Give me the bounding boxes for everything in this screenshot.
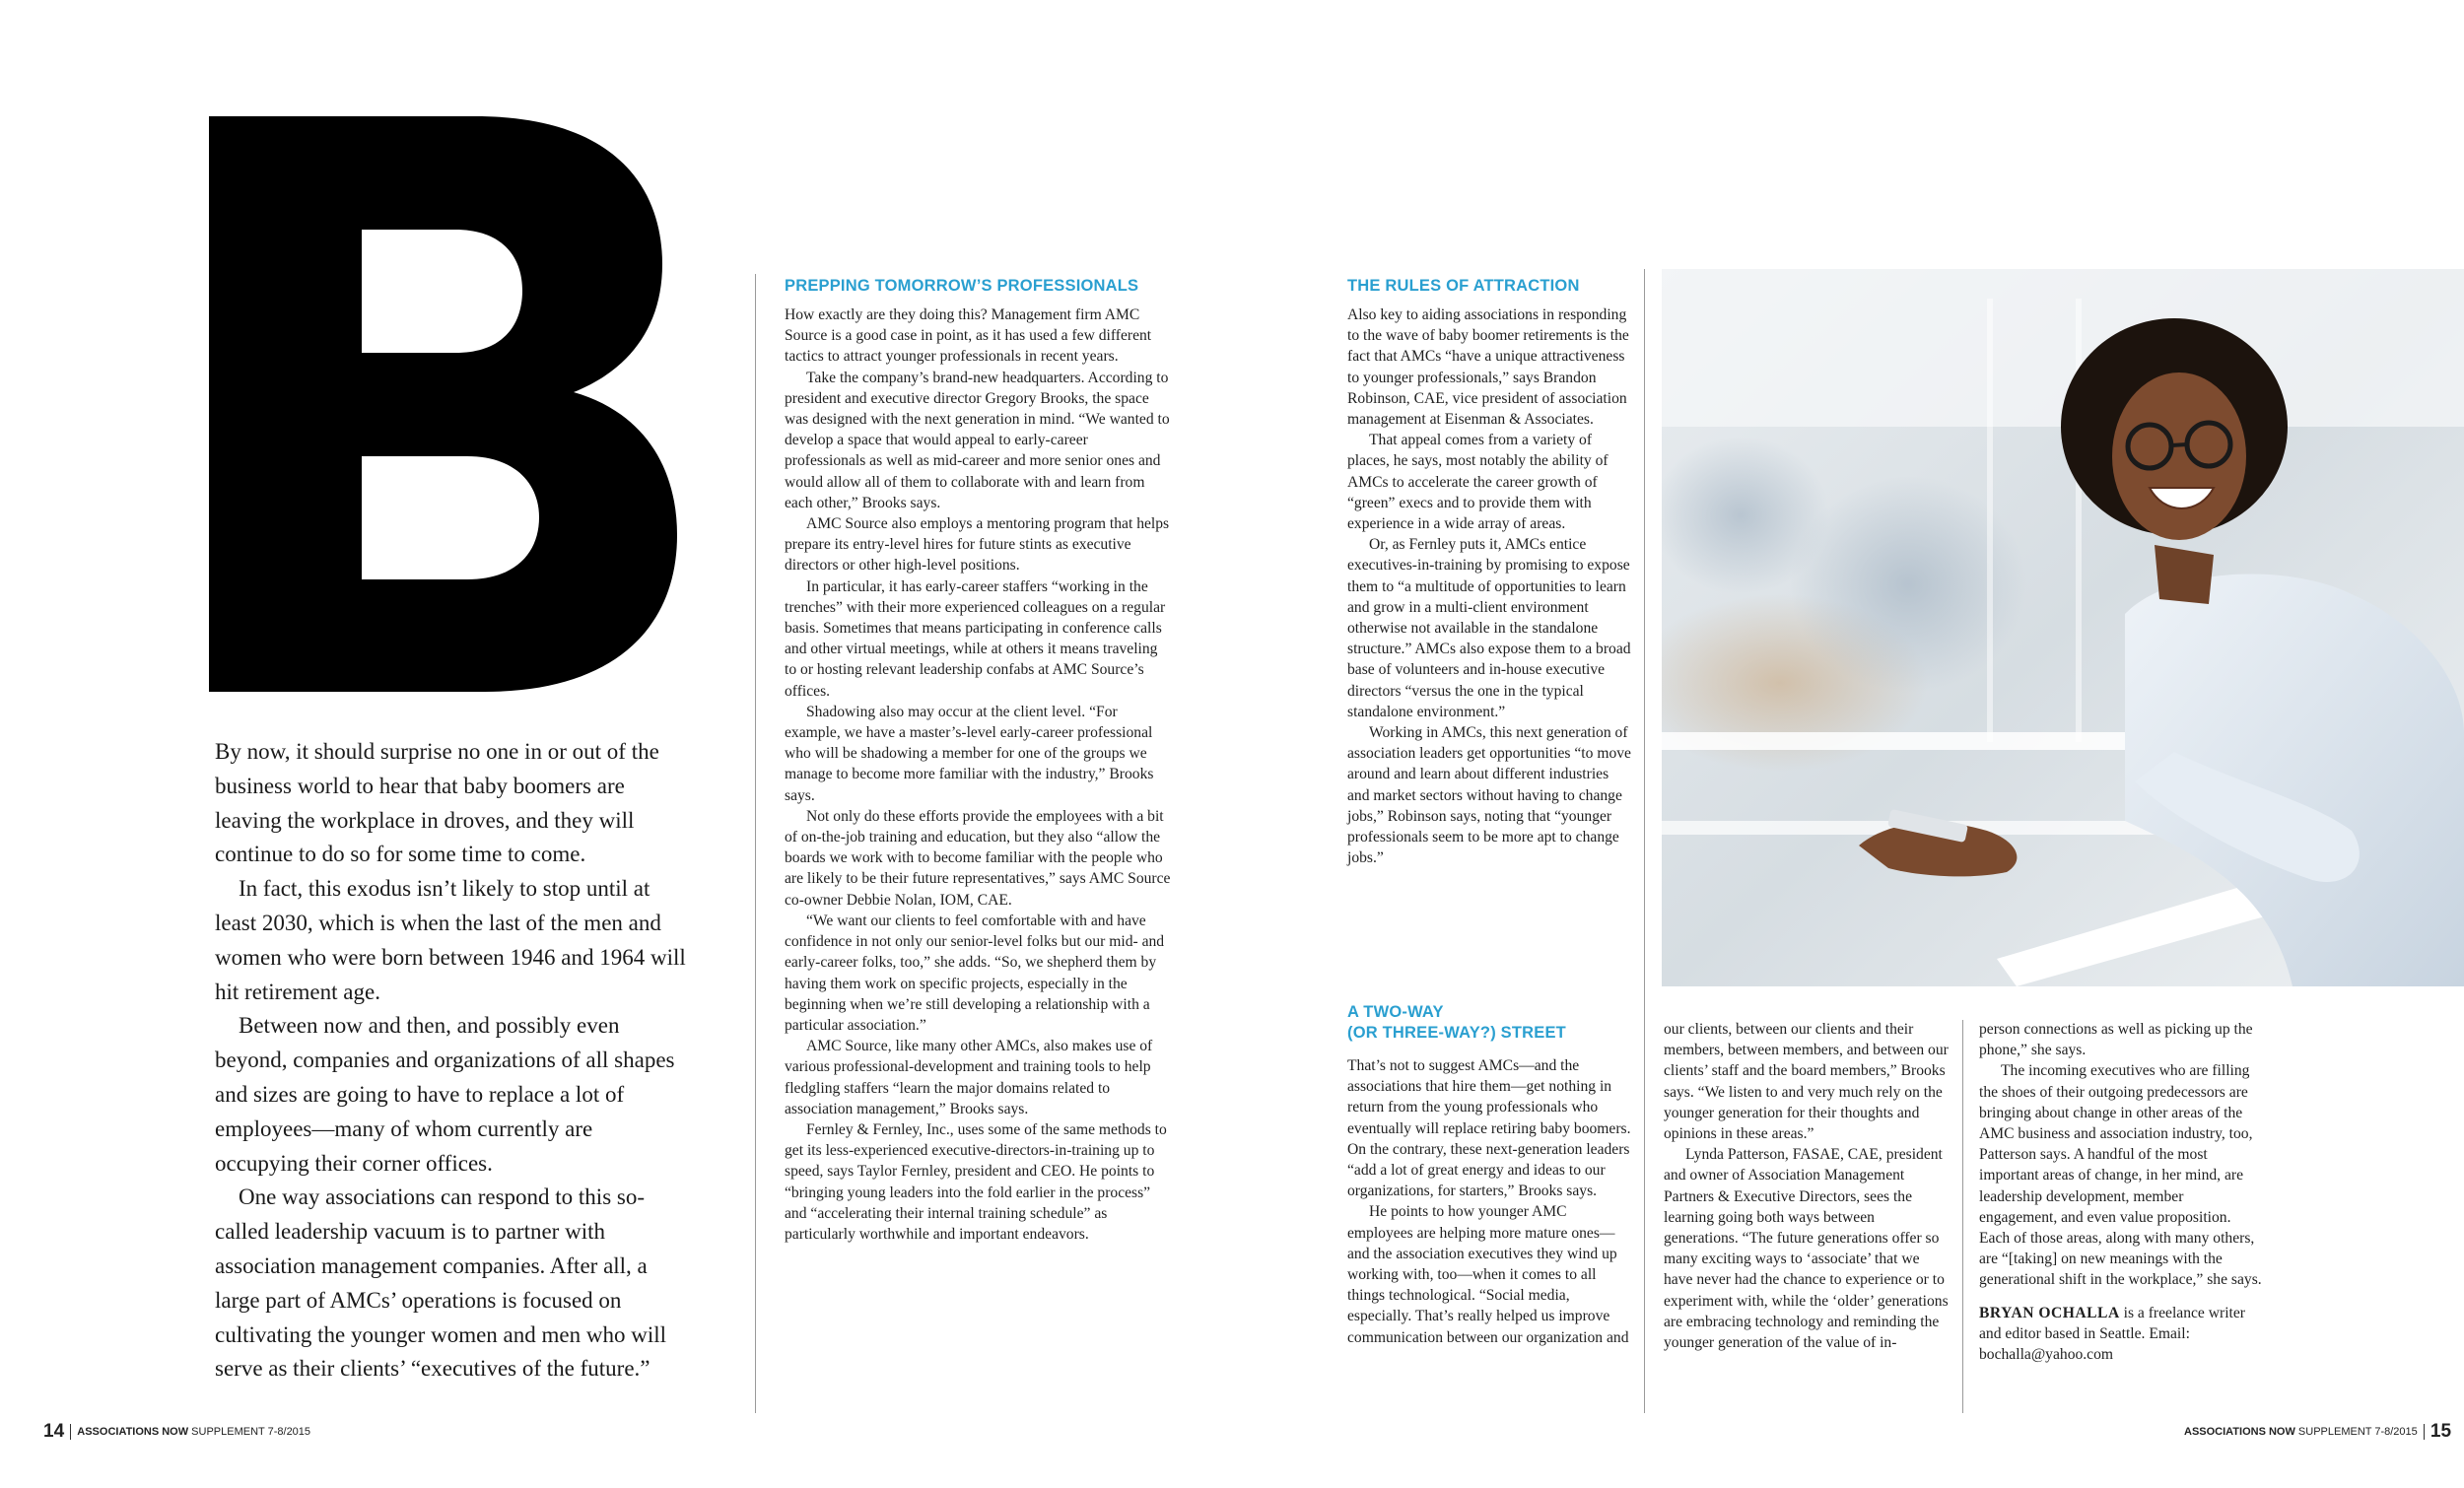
body-paragraph: Also key to aiding associations in responding to the wave of baby boomer retirements is the fact that AMCs “have a unique attractiveness to younger professionals,” says Brandon Robinson, CAE, vice president of association management at Eisenman & Associates. — [1347, 306, 1629, 429]
footer-divider — [70, 1424, 71, 1440]
body-paragraph: Shadowing also may occur at the client level. “For example, we have a master’s-level early-career professional who will be shadowing a member for one of the groups we manage to become more familiar with the industry,” Brooks says. — [785, 703, 1154, 804]
column-rule — [755, 274, 756, 1413]
body-paragraph: person connections as well as picking up the phone,” she says. — [1979, 1021, 2253, 1059]
footer-right — [2184, 1421, 2451, 1443]
body-paragraph: “We want our clients to feel comfortable with and have confidence in not only our senior-level folks but our mid- and early-career folks, too,” she adds. “So, we shepherd them by having them work on specific projects, especially in the beginning when we’re still developing a relationship with a particular association.” — [785, 912, 1165, 1034]
column-attraction — [1347, 276, 1633, 868]
author-name: BRYAN OCHALLA — [1979, 1304, 2120, 1321]
section-heading: THE RULES OF ATTRACTION — [1347, 277, 1580, 295]
body-paragraph: Not only do these efforts provide the employees with a bit of on-the-job training and education, but they also “allow the boards we work with to become familiar with the people who are likely to be their future representatives,” says AMC Source co-owner Debbie Nolan, IOM, CAE. — [785, 807, 1171, 909]
column-prepping — [785, 276, 1171, 1245]
body-paragraph: How exactly are they doing this? Management firm AMC Source is a good case in point, as it has used a few different tactics to attract younger professionals in recent years. — [785, 306, 1152, 366]
body-paragraph: Lynda Patterson, FASAE, CAE, president and owner of Association Management Partners & Executive Directors, sees the learning going both ways between generations. “The future generations offer so many exciting ways to ‘associate’ that we have never had the chance to experience or to experiment with, while the ‘older’ generations are embracing technology and reminding the younger generation of the value of in- — [1664, 1146, 1949, 1352]
page-number: 14 — [43, 1421, 65, 1442]
issue-label: SUPPLEMENT 7-8/2015 — [2294, 1425, 2418, 1438]
body-paragraph: He points to how younger AMC employees are helping more mature ones—and the association executives they wind up working with, too—when it comes to all things technological. “Social media, especially. That’s really helped us improve communication between our organization and — [1347, 1203, 1629, 1346]
column-continued — [1664, 1019, 1950, 1353]
column-final — [1979, 1019, 2265, 1365]
page-number: 15 — [2430, 1421, 2452, 1442]
body-paragraph: AMC Source, like many other AMCs, also makes use of various professional-development and training tools to help fledgling staffers “learn the major domains related to association management,” Brooks says. — [785, 1038, 1153, 1117]
section-heading-line: A TWO-WAY — [1347, 1003, 1444, 1021]
column-two-way — [1347, 1002, 1633, 1348]
section-body — [1347, 304, 1633, 868]
footer-divider — [2424, 1424, 2425, 1440]
body-paragraph: Or, as Fernley puts it, AMCs entice executives-in-training by promising to expose them to “a multitude of opportunities to learn and grow in a multi-client environment otherwise not available in the standalone structure.” AMCs also expose them to a broad base of volunteers and in-house executive directors “versus the one in the typical standalone environment.” — [1347, 536, 1631, 720]
section-heading: PREPPING TOMORROW’S PROFESSIONALS — [785, 277, 1139, 295]
column-rule — [1962, 1020, 1963, 1413]
dropcap-letter — [209, 116, 692, 692]
body-paragraph: our clients, between our clients and their members, between members, and between our clients’ staff and the board members,” Brooks says. “We listen to and very much rely on the younger generation for their thoughts and opinions in these areas.” — [1664, 1021, 1949, 1143]
body-paragraph: AMC Source also employs a mentoring program that helps prepare its entry-level hires for future stints as executive directors or other high-level positions. — [785, 515, 1170, 575]
woman-photo — [1662, 269, 2464, 986]
body-paragraph: That appeal comes from a variety of places, he says, most notably the ability of AMCs to accelerate the career growth of “green” execs and to provide them with experience in a wide array of areas. — [1347, 432, 1608, 533]
body-paragraph: In particular, it has early-career staffers “working in the trenches” with their more experienced colleagues on a regular basis. Sometimes that means participating in conference calls and other virtual meetings, while at others it means traveling to or hosting relevant leadership confabs at AMC Source’s offices. — [785, 577, 1166, 700]
body-paragraph: That’s not to suggest AMCs—and the associations that hire them—get nothing in return from the young professionals who eventually will replace retiring baby boomers. On the contrary, these next-generation leaders “add a lot of great energy and ideas to our organizations, for starters,” Brooks says. — [1347, 1057, 1631, 1200]
lead-paragraph: Between now and then, and possibly even beyond, companies and organizations of all shapes and sizes are going to have to replace a lot of employees—many of whom currently are occupying their corner offices. — [215, 1013, 675, 1176]
section-body — [1347, 1055, 1633, 1348]
section-body — [785, 304, 1171, 1245]
body-paragraph: Working in AMCs, this next generation of association leaders get opportunities “to move around and learn about different industries and market sectors without having to change jobs,” Robinson says, noting that “younger professionals seem to be more apt to change jobs.” — [1347, 724, 1631, 867]
lead-text — [215, 735, 688, 1387]
author-bio-text: is a freelance writer and editor based in Seattle. Email: bochalla@yahoo.com — [1979, 1304, 2245, 1364]
magazine-name: ASSOCIATIONS NOW — [2184, 1425, 2295, 1438]
lead-paragraph: One way associations can respond to this so-called leadership vacuum is to partner with association management companies. After all, a large part of AMCs’ operations is focused on cultivating the younger women and men who will serve as their clients’ “executives of the future.” — [215, 1184, 666, 1382]
issue-label: SUPPLEMENT 7-8/2015 — [188, 1425, 311, 1438]
body-paragraph: The incoming executives who are filling the shoes of their outgoing predecessors are bringing about change in other areas of the AMC business and association industry, too, Patterson says. A handful of the most important areas of change, in her mind, are leadership development, member engagement, and even value proposition. Each of those areas, along with many others, are “[taking] on new meanings with the generational shift in the workplace,” she says. — [1979, 1062, 2262, 1289]
lead-paragraph: By now, it should surprise no one in or out of the business world to hear that baby boomers are leaving the workplace in droves, and they will continue to do so for some time to come. — [215, 739, 659, 867]
author-bio — [1979, 1303, 2265, 1366]
column-rule — [1644, 269, 1645, 1413]
body-paragraph: Fernley & Fernley, Inc., uses some of the same methods to get its less-experienced executive-directors-in-training up to speed, says Taylor Fernley, president and CEO. He points to “bringing young leaders into the fold earlier in the process” and “accelerating their internal training schedule” as particularly worthwhile and important endeavors. — [785, 1120, 1167, 1243]
body-paragraph: Take the company’s brand-new headquarters. According to president and executive director Gregory Brooks, the space was designed with the next generation in mind. “We wanted to develop a space that would appeal to early-career professionals as well as mid-career and more senior ones and would allow all of them to collaborate with and learn from each other,” Brooks says. — [785, 369, 1170, 511]
section-heading-line: (OR THREE-WAY?) STREET — [1347, 1024, 1566, 1042]
footer-left — [43, 1421, 310, 1443]
magazine-name: ASSOCIATIONS NOW — [77, 1425, 189, 1438]
lead-paragraph: In fact, this exodus isn’t likely to stop until at least 2030, which is when the last of the men and women who were born between 1946 and 1964 will hit retirement age. — [215, 876, 686, 1004]
section-heading — [1347, 1002, 1633, 1044]
